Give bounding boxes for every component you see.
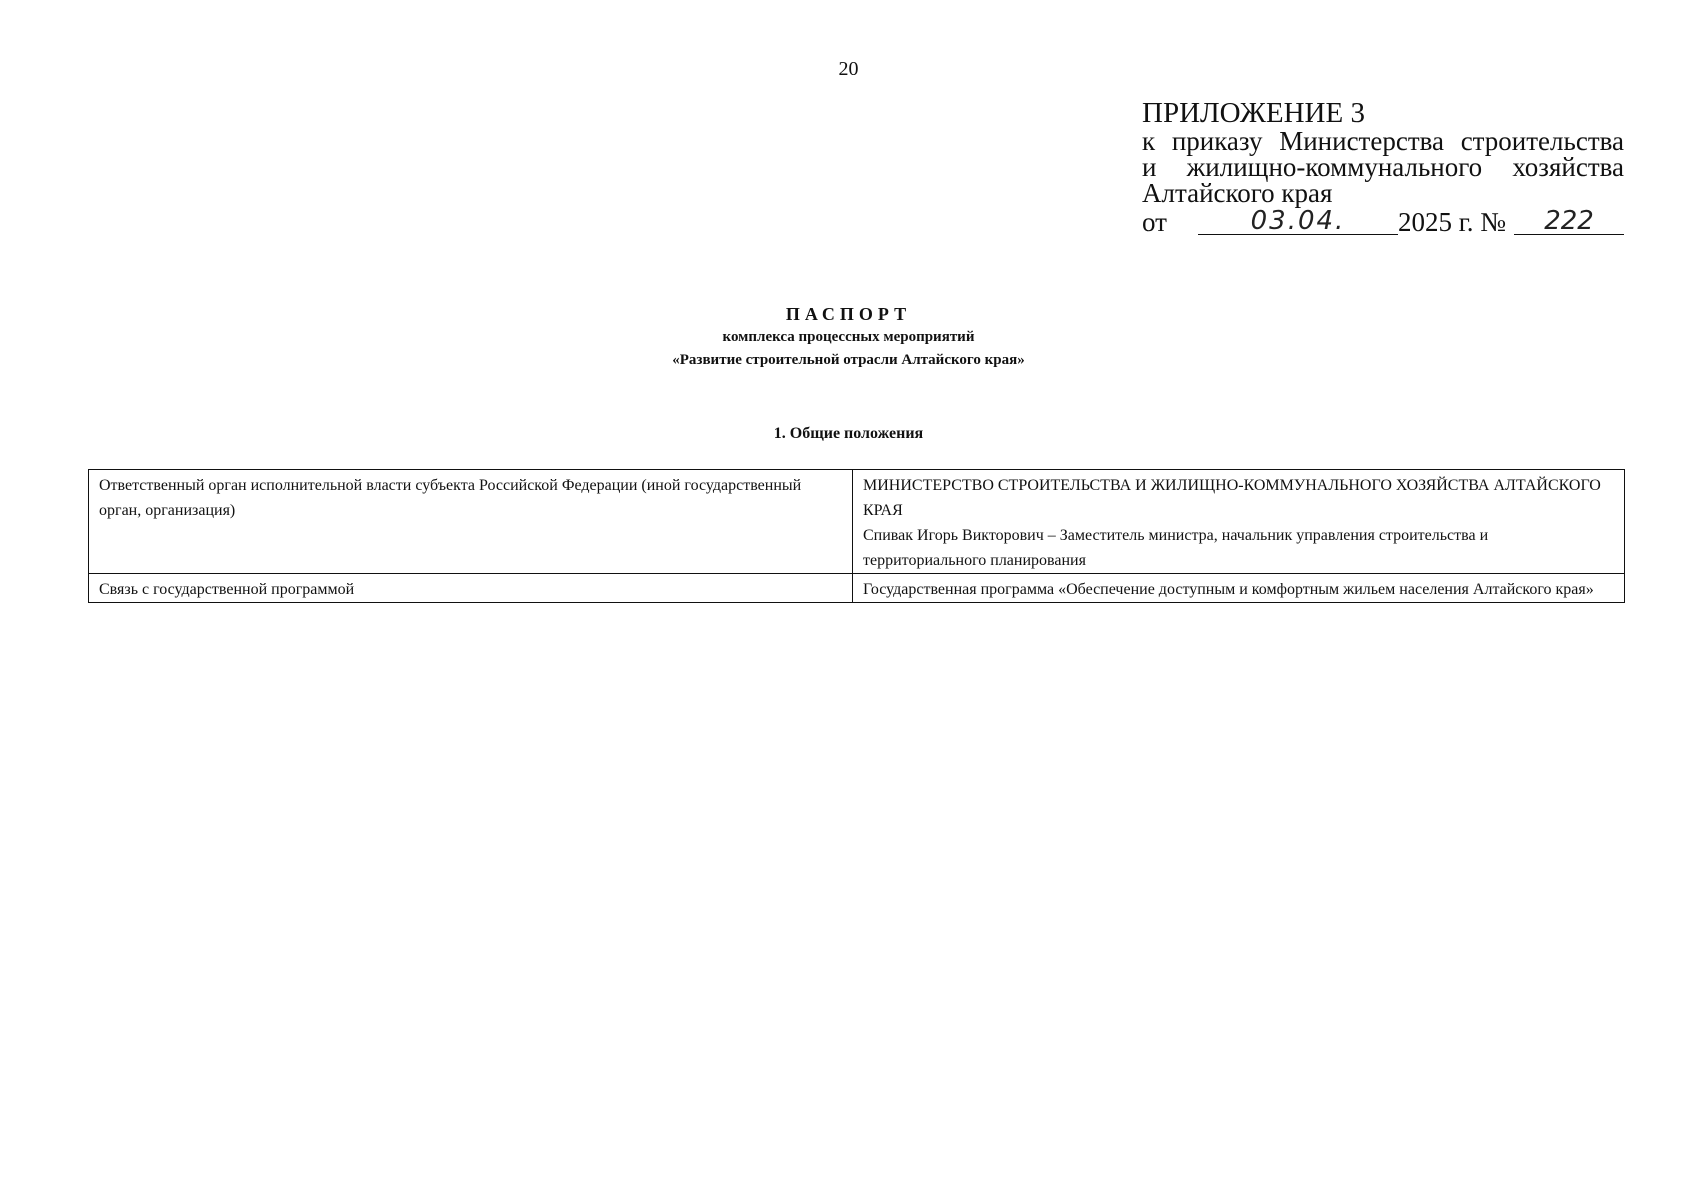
table-cell-label <box>89 574 853 603</box>
appendix-header <box>1142 98 1624 235</box>
handwritten-order-number: 222 <box>1514 208 1624 235</box>
table-row <box>89 574 1625 603</box>
handwritten-date: 03.04. <box>1198 208 1398 235</box>
appendix-date-row <box>1142 208 1624 235</box>
general-provisions-table <box>88 469 1625 603</box>
table-cell-value <box>853 470 1625 574</box>
row-label: Связь с государственной программой <box>99 581 355 598</box>
row-value-extra: Спивак Игорь Викторович – Заместитель министра, начальник управления строительства и территориального планирования <box>863 527 1489 569</box>
passport-name: «Развитие строительной отрасли Алтайского края» <box>672 352 1025 368</box>
appendix-line-2: и жилищно-коммунального хозяйства <box>1142 152 1624 182</box>
page-number: 20 <box>838 58 859 80</box>
row-value-main: МИНИСТЕРСТВО СТРОИТЕЛЬСТВА И ЖИЛИЩНО-КОММУНАЛЬНОГО ХОЗЯЙСТВА АЛТАЙСКОГО КРАЯ <box>863 477 1601 519</box>
passport-heading-block <box>0 302 1697 372</box>
row-label: Ответственный орган исполнительной власти субъекта Российской Федерации (иной государственный орган, организация) <box>99 477 802 519</box>
appendix-title: ПРИЛОЖЕНИЕ 3 <box>1142 97 1365 129</box>
table-cell-label <box>89 470 853 574</box>
table-row <box>89 470 1625 574</box>
passport-subheading: комплекса процессных мероприятий <box>722 329 975 345</box>
passport-heading: ПАСПОРТ <box>785 304 912 324</box>
appendix-line-3: Алтайского края <box>1142 178 1333 208</box>
section-title: 1. Общие положения <box>773 425 924 442</box>
table-cell-value <box>853 574 1625 603</box>
row-value-main: Государственная программа «Обеспечение доступным и комфортным жильем населения Алтайского края» <box>863 581 1594 598</box>
date-prefix: от <box>1142 207 1167 237</box>
appendix-line-1: к приказу Министерства строительства <box>1142 126 1624 156</box>
year-label: 2025 г. № <box>1397 207 1507 237</box>
